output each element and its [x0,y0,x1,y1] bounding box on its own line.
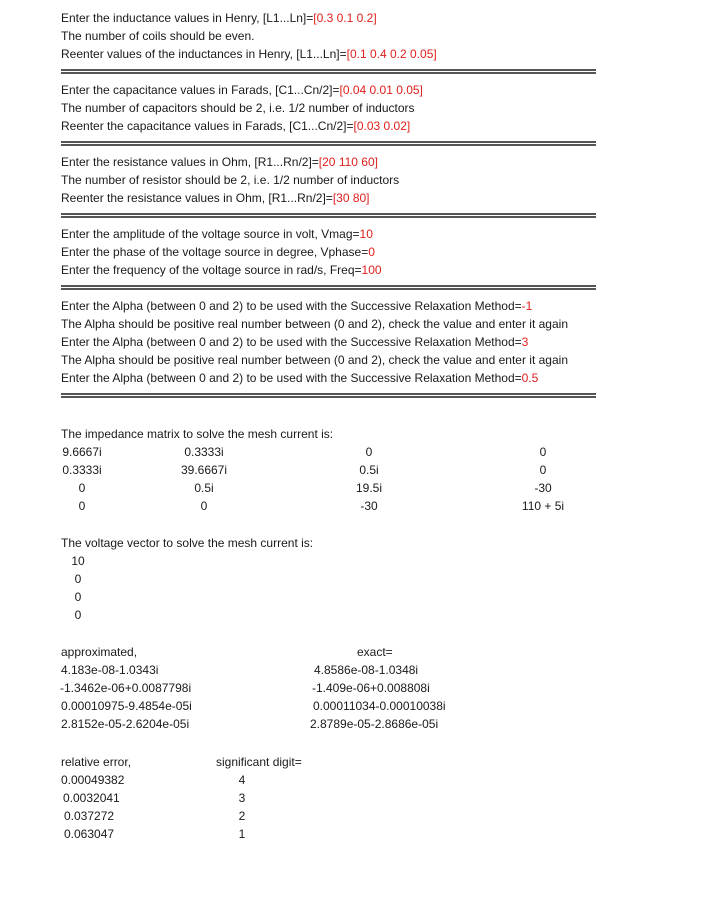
significant-digit-value: 1 [238,827,246,841]
matrix-cell: 0 [365,445,373,459]
separator [61,69,596,74]
vector-cell: 10 [71,554,85,568]
resistance-input-value: [20 110 60] [318,155,378,169]
capacitance-prompt: Enter the capacitance values in Farads, [C1...Cn/2]=[0.04 0.01 0.05] [61,83,423,97]
matrix-cell: 0 [539,463,547,477]
vphase-prompt: Enter the phase of the voltage source in degree, Vphase=0 [61,245,375,259]
inductance-error-message: The number of coils should be even. [61,29,255,43]
matrix-cell: 9.6667i [62,445,102,459]
matrix-cell: 0 [78,499,86,513]
impedance-title: The impedance matrix to solve the mesh current is: [61,427,334,441]
approx-value: 0.00010975-9.4854e-05i [61,699,192,713]
relative-error-value: 0.00049382 [61,773,125,787]
resistance-reenter-prompt: Reenter the resistance values in Ohm, [R1...Rn/2]=[30 80] [61,191,370,205]
matrix-cell: 39.6667i [180,463,228,477]
separator [61,393,596,398]
matrix-cell: 110 + 5i [521,499,565,513]
capacitance-error-message: The number of capacitors should be 2, i.e. 1/2 number of inductors [61,101,415,115]
exact-header: exact= [357,645,393,659]
separator [61,213,596,218]
resistance-error-message: The number of resistor should be 2, i.e. 1/2 number of inductors [61,173,400,187]
exact-value: -1.409e-06+0.008808i [312,681,430,695]
approx-value: -1.3462e-06+0.0087798i [60,681,192,695]
approximated-header: approximated, [61,645,138,659]
inductance-reenter-prompt: Reenter values of the inductances in Henry, [L1...Ln]=[0.1 0.4 0.2 0.05] [61,47,437,61]
resistance-reenter-value: [30 80] [332,191,370,205]
freq-prompt: Enter the frequency of the voltage source in rad/s, Freq=100 [61,263,382,277]
alpha-prompt: Enter the Alpha (between 0 and 2) to be used with the Successive Relaxation Method=0.5 [61,371,539,385]
alpha-value-2: 3 [521,335,529,349]
separator [61,141,596,146]
resistance-prompt: Enter the resistance values in Ohm, [R1...Rn/2]=[20 110 60] [61,155,378,169]
relative-error-header: relative error, [61,755,132,769]
significant-digit-value: 4 [238,773,246,787]
matrix-cell: 0 [78,481,86,495]
vmag-value: 10 [359,227,373,241]
matrix-cell: -30 [360,499,378,513]
alpha-error-message: The Alpha should be positive real number between (0 and 2), check the value and enter it again [61,353,568,367]
significant-digit-header: significant digit= [216,755,302,769]
matrix-cell: 0 [539,445,547,459]
freq-value: 100 [361,263,382,277]
relative-error-value: 0.0032041 [63,791,120,805]
alpha-value-3: 0.5 [521,371,539,385]
vector-cell: 0 [74,590,82,604]
vector-cell: 0 [74,572,82,586]
matrix-cell: 0.5i [194,481,214,495]
significant-digit-value: 2 [238,809,246,823]
alpha-value-1: -1 [521,299,533,313]
separator [61,285,596,290]
exact-value: 4.8586e-08-1.0348i [314,663,419,677]
relative-error-value: 0.037272 [64,809,115,823]
significant-digit-value: 3 [238,791,246,805]
approx-value: 4.183e-08-1.0343i [61,663,159,677]
alpha-prompt: Enter the Alpha (between 0 and 2) to be used with the Successive Relaxation Method=-1 [61,299,533,313]
relative-error-value: 0.063047 [64,827,115,841]
inductance-reenter-value: [0.1 0.4 0.2 0.05] [346,47,437,61]
inductance-prompt: Enter the inductance values in Henry, [L1...Ln]=[0.3 0.1 0.2] [61,11,377,25]
capacitance-reenter-prompt: Reenter the capacitance values in Farads, [C1...Cn/2]=[0.03 0.02] [61,119,411,133]
matrix-cell: 0 [200,499,208,513]
alpha-prompt: Enter the Alpha (between 0 and 2) to be used with the Successive Relaxation Method=3 [61,335,529,349]
vmag-prompt: Enter the amplitude of the voltage source in volt, Vmag=10 [61,227,373,241]
alpha-error-message: The Alpha should be positive real number between (0 and 2), check the value and enter it again [61,317,568,331]
capacitance-input-value: [0.04 0.01 0.05] [339,83,423,97]
matrix-cell: 19.5i [355,481,383,495]
voltage-title: The voltage vector to solve the mesh current is: [61,536,314,550]
matrix-cell: 0.5i [359,463,379,477]
exact-value: 0.00011034-0.00010038i [313,699,446,713]
exact-value: 2.8789e-05-2.8686e-05i [310,717,439,731]
inductance-input-value: [0.3 0.1 0.2] [313,11,377,25]
vector-cell: 0 [74,608,82,622]
approx-value: 2.8152e-05-2.6204e-05i [61,717,190,731]
capacitance-reenter-value: [0.03 0.02] [353,119,411,133]
matrix-cell: -30 [534,481,552,495]
matrix-cell: 0.3333i [62,463,102,477]
matrix-cell: 0.3333i [184,445,224,459]
vphase-value: 0 [368,245,375,259]
